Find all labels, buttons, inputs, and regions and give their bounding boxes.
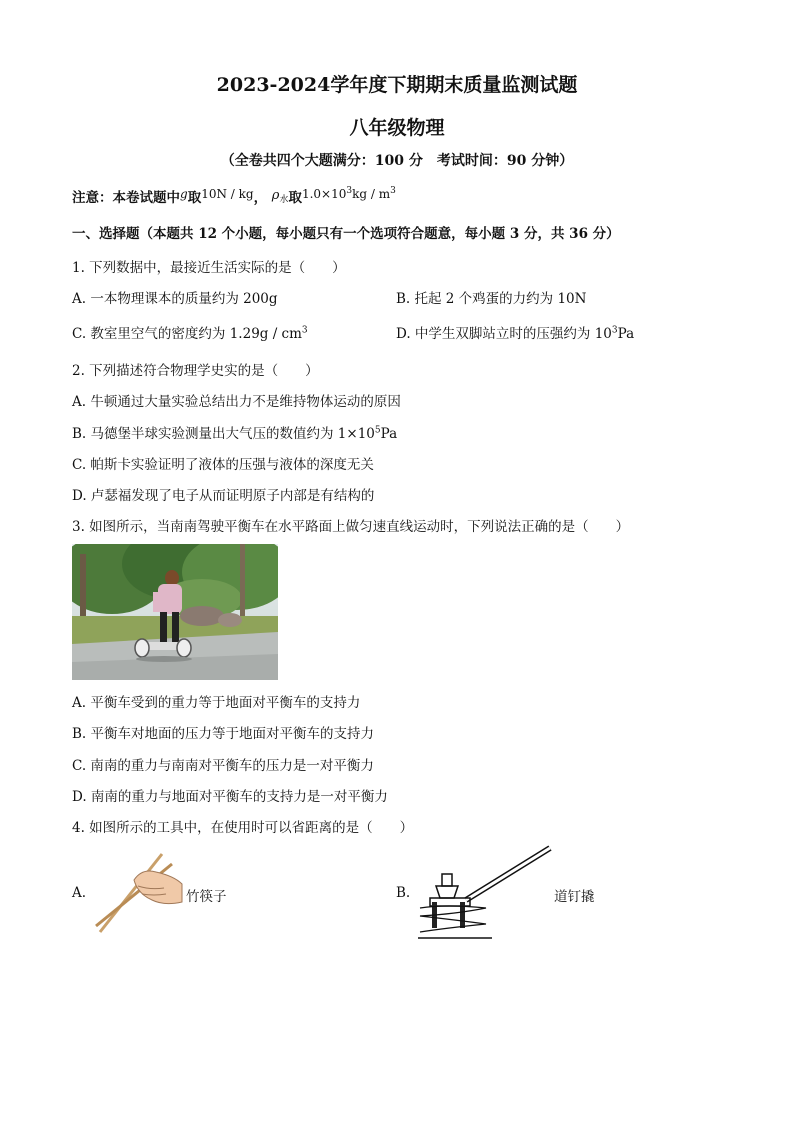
q3-stem: 3. 如图所示，当南南驾驶平衡车在水平路面上做匀速直线运动时，下列说法正确的是（ ） (72, 519, 630, 535)
rho-value-a: 1.0×10 (301, 187, 347, 201)
q1-option-b: B. 托起 2 个鸡蛋的力约为 10N (396, 291, 587, 307)
q2-option-c: C. 帕斯卡实验证明了液体的压强与液体的深度无关 (72, 457, 374, 473)
q3-option-b: B. 平衡车对地面的压力等于地面对平衡车的支持力 (72, 726, 375, 742)
q1-option-d-text: D. 中学生双脚站立时的压强约为 10 (396, 326, 612, 342)
chopsticks-figure (94, 850, 186, 940)
q3-option-c: C. 南南的重力与南南对平衡车的压力是一对平衡力 (72, 758, 374, 774)
spike-bar-figure (416, 842, 556, 946)
q1-option-d-unit: Pa (617, 326, 635, 342)
q2-option-b-unit: Pa (380, 426, 398, 442)
spike-bar-svg (416, 842, 556, 942)
q3-option-a: A. 平衡车受到的重力等于地面对平衡车的支持力 (72, 695, 361, 711)
q3-option-d: D. 南南的重力与地面对平衡车的支持力是一对平衡力 (72, 789, 388, 805)
q4-option-b-caption: 道钉撬 (554, 889, 595, 905)
note-sep: ， (253, 190, 268, 206)
q1-stem: 1. 下列数据中，最接近生活实际的是（ ） (72, 260, 346, 276)
q1-option-c-text: C. 教室里空气的密度约为 1.29g / cm (72, 326, 302, 342)
q2-option-b (72, 422, 397, 442)
note-prefix: 注意：本卷试题中 (72, 190, 180, 206)
exam-info: （全卷共四个大题满分：100 分 考试时间：90 分钟） (220, 153, 574, 169)
balance-scooter-photo-svg (72, 544, 278, 680)
q1-option-c-exp: 3 (301, 325, 308, 336)
g-value: 10N / kg (201, 187, 254, 201)
q2-stem: 2. 下列描述符合物理学史实的是（ ） (72, 363, 319, 379)
rho-value-b: kg / m (352, 187, 391, 201)
rho-exponent: 3 (346, 186, 353, 196)
q4-stem: 4. 如图所示的工具中，在使用时可以省距离的是（ ） (72, 820, 414, 836)
q4-option-a-label: A. (72, 885, 87, 901)
note-line (72, 186, 396, 206)
section-heading: 一、选择题（本题共 12 个小题，每小题只有一个选项符合题意，每小题 3 分，共 36 分） (72, 226, 620, 242)
q2-option-d: D. 卢瑟福发现了电子从而证明原子内部是有结构的 (72, 488, 375, 504)
q2-option-b-exp: 5 (374, 425, 381, 436)
rho-take: 取 (288, 190, 302, 206)
chopsticks-svg (94, 850, 186, 936)
g-symbol: g (180, 187, 188, 201)
balance-scooter-photo (72, 544, 278, 680)
q2-option-b-text: B. 马德堡半球实验测量出大气压的数值约为 1×10 (72, 426, 375, 442)
q1-option-d (396, 322, 634, 342)
q1-option-d-exp: 3 (611, 325, 618, 336)
q1-option-c (72, 322, 308, 342)
q2-option-a: A. 牛顿通过大量实验总结出力不是维持物体运动的原因 (72, 394, 401, 410)
g-take: 取 (187, 190, 202, 206)
q4-option-b-label: B. (396, 885, 411, 901)
q4-option-a-caption: 竹筷子 (186, 889, 227, 905)
rho-symbol: ρ (271, 188, 280, 203)
rho-exponent-2: 3 (390, 186, 396, 196)
q1-option-a: A. 一本物理课本的质量约为 200g (72, 291, 278, 307)
rho-subscript: 水 (279, 195, 289, 205)
exam-subject: 八年级物理 (349, 117, 445, 139)
exam-title: 2023-2024学年度下期期末质量监测试题 (216, 74, 578, 96)
